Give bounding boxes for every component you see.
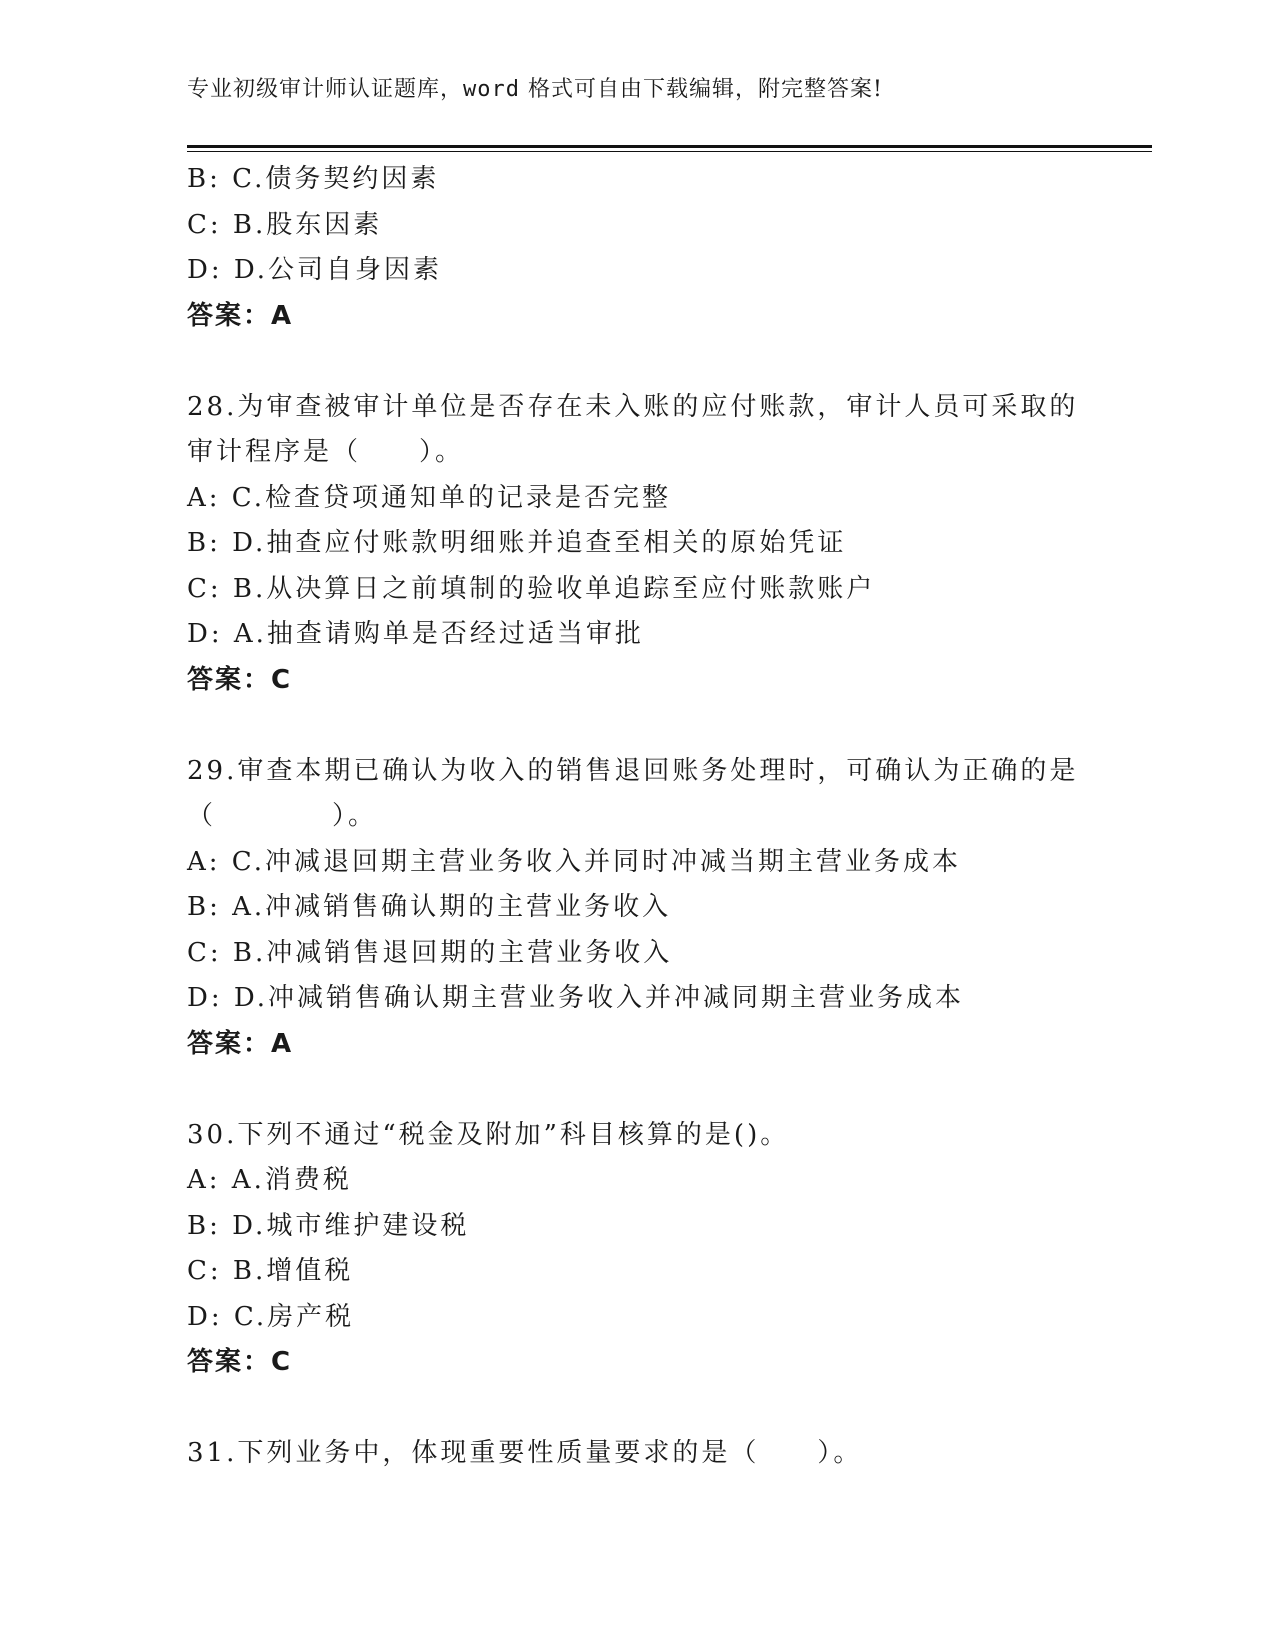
question-stem-continued: （ ）。 bbox=[187, 801, 378, 831]
answer-line: 答案：C bbox=[187, 1347, 293, 1377]
spacer bbox=[187, 703, 1152, 749]
question-27-tail bbox=[187, 157, 1152, 339]
option-d: D: D.冲减销售确认期主营业务收入并冲减同期主营业务成本 bbox=[187, 983, 965, 1013]
question-stem: 29.审查本期已确认为收入的销售退回账务处理时，可确认为正确的是 bbox=[187, 755, 1079, 786]
spacer bbox=[187, 1386, 1152, 1432]
question-stem: 30.下列不通过“税金及附加”科目核算的是()。 bbox=[187, 1119, 790, 1150]
answer-line: 答案：A bbox=[187, 300, 294, 331]
question-stem: 31.下列业务中，体现重要性质量要求的是（ ）。 bbox=[187, 1438, 863, 1468]
header-text-suffix: 格式可自由下载编辑，附完整答案! bbox=[520, 77, 883, 102]
question-28 bbox=[187, 385, 1152, 704]
question-content bbox=[187, 157, 1152, 1477]
header-text-word: word bbox=[463, 77, 520, 102]
question-stem: 28.为审查被审计单位是否存在未入账的应付账款，审计人员可采取的 bbox=[187, 391, 1079, 422]
spacer bbox=[187, 1067, 1152, 1113]
option-c: C: B.从决算日之前填制的验收单追踪至应付账款账户 bbox=[187, 573, 876, 604]
question-31 bbox=[187, 1431, 1152, 1477]
option-a: A: C.检查贷项通知单的记录是否完整 bbox=[187, 482, 672, 513]
answer-line: 答案：C bbox=[187, 664, 293, 695]
question-29 bbox=[187, 749, 1152, 1068]
option-a: A: A.消费税 bbox=[187, 1165, 352, 1195]
option-d: D: D.公司自身因素 bbox=[187, 255, 443, 285]
option-c: C: B.增值税 bbox=[187, 1256, 354, 1286]
option-d: D: C.房产税 bbox=[187, 1301, 355, 1332]
header-text-prefix: 专业初级审计师认证题库， bbox=[187, 77, 464, 102]
option-c: C: B.股东因素 bbox=[187, 209, 383, 240]
page-header bbox=[187, 72, 883, 103]
answer-line: 答案：A bbox=[187, 1028, 294, 1059]
question-stem-continued: 审计程序是（ ）。 bbox=[187, 437, 465, 467]
option-d: D: A.抽查请购单是否经过适当审批 bbox=[187, 619, 644, 649]
question-30 bbox=[187, 1113, 1152, 1386]
spacer bbox=[187, 339, 1152, 385]
option-b: B: D.抽查应付账款明细账并追查至相关的原始凭证 bbox=[187, 528, 847, 558]
option-c: C: B.冲减销售退回期的主营业务收入 bbox=[187, 937, 673, 968]
header-rule-thin bbox=[187, 151, 1152, 152]
option-b: B: D.城市维护建设税 bbox=[187, 1210, 470, 1241]
option-b: B: A.冲减销售确认期的主营业务收入 bbox=[187, 892, 672, 922]
option-b: B: C.债务契约因素 bbox=[187, 164, 440, 194]
option-a: A: C.冲减退回期主营业务收入并同时冲减当期主营业务成本 bbox=[187, 846, 962, 877]
header-rule-thick bbox=[187, 145, 1152, 148]
